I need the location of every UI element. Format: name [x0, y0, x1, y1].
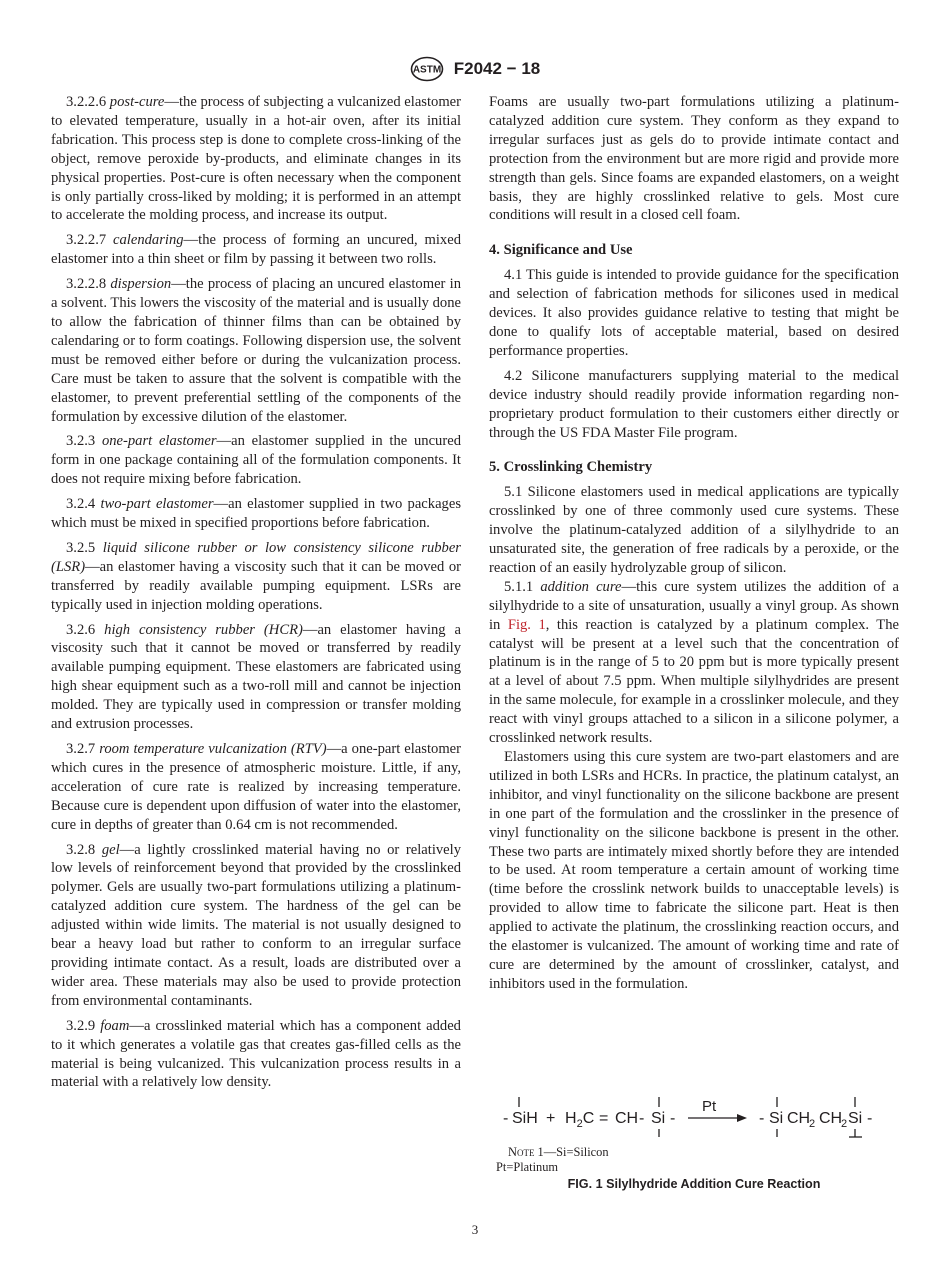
definition-calendaring: 3.2.2.7 calendaring—the process of forming an uncured, mixed elastomer into a thin sheet or film by passing it between two rolls.: [51, 232, 462, 268]
page-header: [0, 56, 950, 82]
svg-text:-: -: [670, 1110, 676, 1127]
plus-sign: +: [546, 1110, 556, 1127]
foam-continued: Foams are usually two-part formulations utilizing a platinum-catalyzed addition cure system. They conform as they expand to irregular surfaces just as gels do to provide intimate contact and protection from the environment but are more rigid and provide more strength than gels. Since foams are expanded elastomers, on a weight basis, they are highly crosslinked relative to gels. Most cure conditions will result in a closed cell foam.: [489, 94, 899, 224]
astm-logo-icon: [410, 56, 444, 82]
figure-1-reaction: [489, 1092, 899, 1142]
designation: F2042 − 18: [453, 59, 541, 78]
paragraph-elastomers: Elastomers using this cure system are two-part elastomers and are utilized in both LSRs and HCRs. In practice, the platinum catalyst, an inhibitor, and vinyl functionality on the silicone backbone are present in one part of the formulation and the crosslinker in the presence of vinyl functionality on the silicone backbone is present in the other. These two parts are intimately mixed shortly before they are intended to be used. At room temperature a certain amount of working time (time before the crosslink network builds to unacceptable levels) is provided to allow time to fabricate the silicone part. Heat is then applied to activate the platinum, the crosslinking reaction occurs, and the elastomer is vulcanized. The amount of working time and rate of cure are determined by the amount of crosslinker, catalyst, and inhibitors used in the formulation.: [489, 749, 899, 992]
fig-1-link[interactable]: Fig. 1: [507, 616, 546, 633]
reactant-si: Si: [651, 1110, 666, 1127]
svg-text:-: -: [759, 1110, 765, 1127]
reactant-sih: SiH: [512, 1110, 538, 1127]
definition-dispersion: 3.2.2.8 dispersion—the process of placing an uncured elastomer in a solvent. This lowers the viscosity of the material and is usually done to allow the fabrication of thinner films than can be obtained by calendaring or to form coatings. Following dispersion use, the solvent must be removed either before or during the vulcanization process. Care must be taken to assure that the solvent is compatible with the elastomer, to prevent preferential settling of the components of the formulation by excessive dilution of the elastomer.: [51, 276, 461, 425]
svg-text:2: 2: [809, 1118, 816, 1130]
figure-note-2: Pt=Platinum: [496, 1160, 559, 1174]
definition-post-cure: 3.2.2.6 post-cure—the process of subjecting a vulcanized elastomer to elevated temperature, usually in a hot-air oven, after its initial fabrication. This process step is done to complete cross-linking of the object, remove peroxide by-products, and eliminate changes in its physical properties. Post-cure is often necessary when the component is only partially cross-liked by molding; it is performed in an attempt to accelerate the molding process, and increase its output.: [51, 94, 462, 224]
definition-foam: 3.2.9 foam—a crosslinked material which has a component added to it which generates a volatile gas that creates gas-filled cells as the material is being vulcanized. This vulcanization process results in a material with a relatively low density.: [51, 1017, 461, 1091]
svg-text:H2C: $H_2C$: [565, 1110, 595, 1130]
paragraph-4-2: 4.2 Silicone manufacturers supplying material to the medical device industry should readily provide information regarding non-proprietary product formulation to their customers either directly or through the US FDA Master File program.: [489, 367, 899, 441]
svg-text:=: =: [599, 1110, 609, 1127]
product-si-1: Si: [769, 1110, 784, 1127]
section-4-heading: 4. Significance and Use: [489, 242, 633, 259]
definition-rtv: 3.2.7 room temperature vulcanization (RTV)—a one-part elastomer which cures in the presence of atmospheric moisture. Little, if any, acceleration of cure rate is realized by increasing temperature. Because cure is dependent upon diffusion of water into the elastomer, cure in depths of greater than 0.64 cm is not recommended.: [51, 741, 462, 833]
product-ch: CH: [787, 1110, 811, 1127]
svg-text:-: -: [639, 1110, 645, 1127]
paragraph-5-1: 5.1 Silicone elastomers used in medical applications are typically crosslinked by one of three commonly used cure systems. These involve the platinum-catalyzed addition of a silylhydride to an unsaturated site, the generation of free radicals by a peroxide, or the reaction of an easily hydrolyzable group of silicon.: [489, 484, 899, 576]
svg-text:2: 2: [841, 1118, 848, 1130]
definition-two-part-elastomer: 3.2.4 two-part elastomer—an elastomer supplied in two packages which must be mixed in specified proportions before fabrication.: [51, 496, 461, 532]
figure-note: Note 1—Si=Silicon: [508, 1145, 609, 1159]
paragraph-5-1-1: 5.1.1 addition cure—this cure system utilizes the addition of a silylhydride to a site of unsaturation, usually a vinyl group. As shown in Fig. 1, this reaction is catalyzed by a platinum complex. The catalyst will be present at a level such that the concentration of platinum is in the range of 5 to 20 ppm but is more typically present at a level of about 7.5 ppm. When multiple silylhydrides are present in the same molecule, for example in a crosslinker molecule, and they react with vinyl groups attached to a silicon in a silicone polymer, a crosslinked network results.: [489, 578, 900, 747]
svg-text:CH: CH: [819, 1110, 843, 1127]
svg-text:ASTM: ASTM: [412, 64, 441, 76]
svg-text:-: -: [867, 1110, 873, 1127]
page-number: 3: [471, 1222, 479, 1237]
definition-one-part-elastomer: 3.2.3 one-part elastomer—an elastomer supplied in the uncured form in one package containing all of the formulation components. It does not require mixing before fabrication.: [51, 433, 461, 488]
right-column: [489, 93, 899, 1000]
definition-gel: 3.2.8 gel—a lightly crosslinked material having no or relatively low levels of reinforcement beyond that provided by the crosslinked polymer. Gels are usually two-part formulations utilizing a platinum-catalyzed addition cure system. The hardness of the gel can be adjusted within wide limits. The material is not usually designed to bear a heavy load but rather to conform to an irregular surface providing intimate contact. As a result, loads are distributed over a wider area. These materials may also be used to provide protection from environmental contaminants.: [51, 841, 461, 1009]
paragraph-4-1: 4.1 This guide is intended to provide guidance for the specification and selection of fabrication methods for silicones used in medical devices. It also provides guidance relative to testing that might be done to qualify lots of acceptable material, based on desired performance properties.: [489, 267, 899, 359]
left-column: [51, 93, 461, 1098]
reactant-ch: CH: [615, 1110, 639, 1127]
svg-text:-: -: [503, 1110, 509, 1127]
catalyst-pt: Pt: [702, 1098, 717, 1115]
definition-hcr: 3.2.6 high consistency rubber (HCR)—an elastomer having a viscosity such that it cannot be moved or transferred by readily available pumping equipment. These elastomers are fabricated using high shear equipment such as a two-roll mill and cannot be injection molded. They are typically used in compression or transfer molding and extrusion processes.: [51, 621, 461, 733]
reaction-diagram: [489, 1092, 899, 1142]
figure-caption: FIG. 1 Silylhydride Addition Cure Reaction: [567, 1177, 821, 1191]
definition-lsr: 3.2.5 liquid silicone rubber or low consistency silicone rubber (LSR)—an elastomer having a viscosity such that it can be moved or transferred by readily available pumping equipment. LSRs are typically used in injection molding operations.: [51, 539, 461, 613]
product-si-2: Si: [848, 1110, 863, 1127]
section-5-heading: 5. Crosslinking Chemistry: [489, 459, 653, 476]
